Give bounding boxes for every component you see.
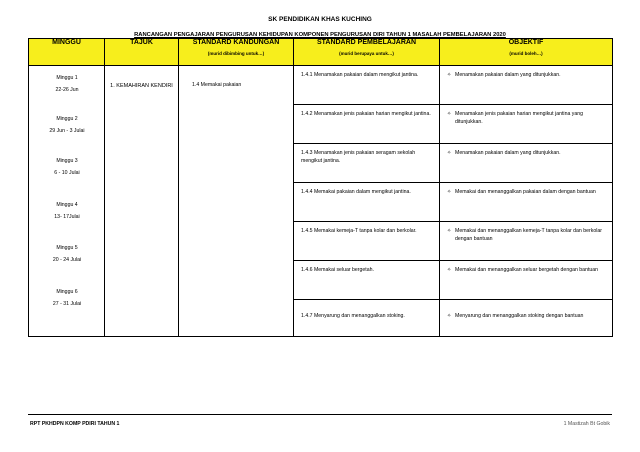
standard-kandungan-text: 1.4 Memakai pakaian bbox=[192, 82, 242, 88]
school-name: SK PENDIDIKAN KHAS KUCHING bbox=[268, 16, 372, 23]
objektif-text: ✧ Menamakan pakaian dalam yang ditunjukkan. bbox=[447, 150, 561, 156]
diamond-bullet-icon: ✧ bbox=[447, 189, 452, 195]
week-4: Minggu 4 13- 17Julai bbox=[54, 202, 80, 220]
diamond-bullet-icon: ✧ bbox=[447, 313, 452, 319]
week-1: Minggu 1 22-26 Jun bbox=[55, 75, 79, 93]
standard-pembelajaran-text: 1.4.6 Memakai seluar bergetah. bbox=[301, 267, 374, 273]
standard-pembelajaran-text: 1.4.1 Menamakan pakaian dalam mengikut jantina. bbox=[301, 72, 419, 78]
table-header-row bbox=[29, 39, 613, 66]
header-tajuk: TAJUK bbox=[105, 39, 179, 66]
diamond-bullet-icon: ✧ bbox=[447, 72, 452, 78]
footer-document-code: RPT PKHDPN KOMP PDIRI TAHUN 1 bbox=[30, 421, 120, 427]
header-objektif: OBJEKTIF (murid boleh…) bbox=[440, 39, 613, 66]
lesson-plan-table bbox=[28, 38, 613, 337]
header-minggu: MINGGU bbox=[29, 39, 105, 66]
week-6: Minggu 6 27 - 31 Julai bbox=[52, 289, 82, 307]
document-title: RANCANGAN PENGAJARAN PENGURUSAN KEHIDUPAN KOMPONEN PENGURUSAN DIRI TAHUN 1 MASALAH PEMBELAJARAN 2020 bbox=[134, 32, 506, 38]
diamond-bullet-icon: ✧ bbox=[447, 111, 452, 117]
footer-divider bbox=[28, 414, 612, 415]
objektif-text: ✧ Menamakan pakaian dalam yang ditunjukkan. bbox=[447, 72, 561, 78]
standard-pembelajaran-text: 1.4.3 Menamakan jenis pakaian seragam sekolah mengikut jantina. bbox=[301, 150, 416, 165]
standard-kandungan-column bbox=[179, 66, 294, 337]
tajuk-column bbox=[105, 66, 179, 337]
objektif-text: ✧ Menamakan jenis pakaian harian mengikut jantina yang ditunjukkan. bbox=[447, 111, 584, 126]
objektif-text: ✧ Menyarung dan menanggalkan stoking dengan bantuan bbox=[447, 313, 584, 319]
week-3: Minggu 3 6 - 10 Julai bbox=[54, 158, 80, 176]
week-5: Minggu 5 20 - 24 Julai bbox=[52, 245, 82, 263]
diamond-bullet-icon: ✧ bbox=[447, 150, 452, 156]
objektif-text: ✧ Memakai dan menanggalkan kemeja-T tanpa kolar dan berkolar dengan bantuan bbox=[447, 228, 602, 243]
tajuk-text: 1. KEMAHIRAN KENDIRI bbox=[110, 83, 173, 89]
diamond-bullet-icon: ✧ bbox=[447, 267, 452, 273]
header-standard-pembelajaran: STANDARD PEMBELAJARAN (murid berupaya untuk…) bbox=[294, 39, 440, 66]
standard-pembelajaran-text: 1.4.5 Memakai kemeja-T tanpa kolar dan berkolar. bbox=[301, 228, 417, 234]
standard-pembelajaran-text: 1.4.2 Menamakan jenis pakaian harian mengikut jantina. bbox=[301, 111, 431, 117]
table-row bbox=[29, 66, 613, 105]
footer-page-author: 1 Mastizah Bt Gobik bbox=[563, 421, 610, 427]
minggu-column bbox=[29, 66, 105, 337]
standard-pembelajaran-text: 1.4.4 Memakai pakaian dalam mengikut jantina. bbox=[301, 189, 411, 195]
objektif-text: ✧ Memakai dan menanggalkan pakaian dalam dengan bantuan bbox=[447, 189, 596, 195]
diamond-bullet-icon: ✧ bbox=[447, 228, 452, 234]
standard-pembelajaran-text: 1.4.7 Menyarung dan menanggalkan stoking. bbox=[301, 313, 405, 319]
week-2: Minggu 2 29 Jun - 3 Julai bbox=[49, 116, 85, 134]
header-standard-kandungan: STANDARD KANDUNGAN (murid dibimbing untuk…) bbox=[179, 39, 294, 66]
objektif-text: ✧ Memakai dan menanggalkan seluar bergetah dengan bantuan bbox=[447, 267, 599, 273]
